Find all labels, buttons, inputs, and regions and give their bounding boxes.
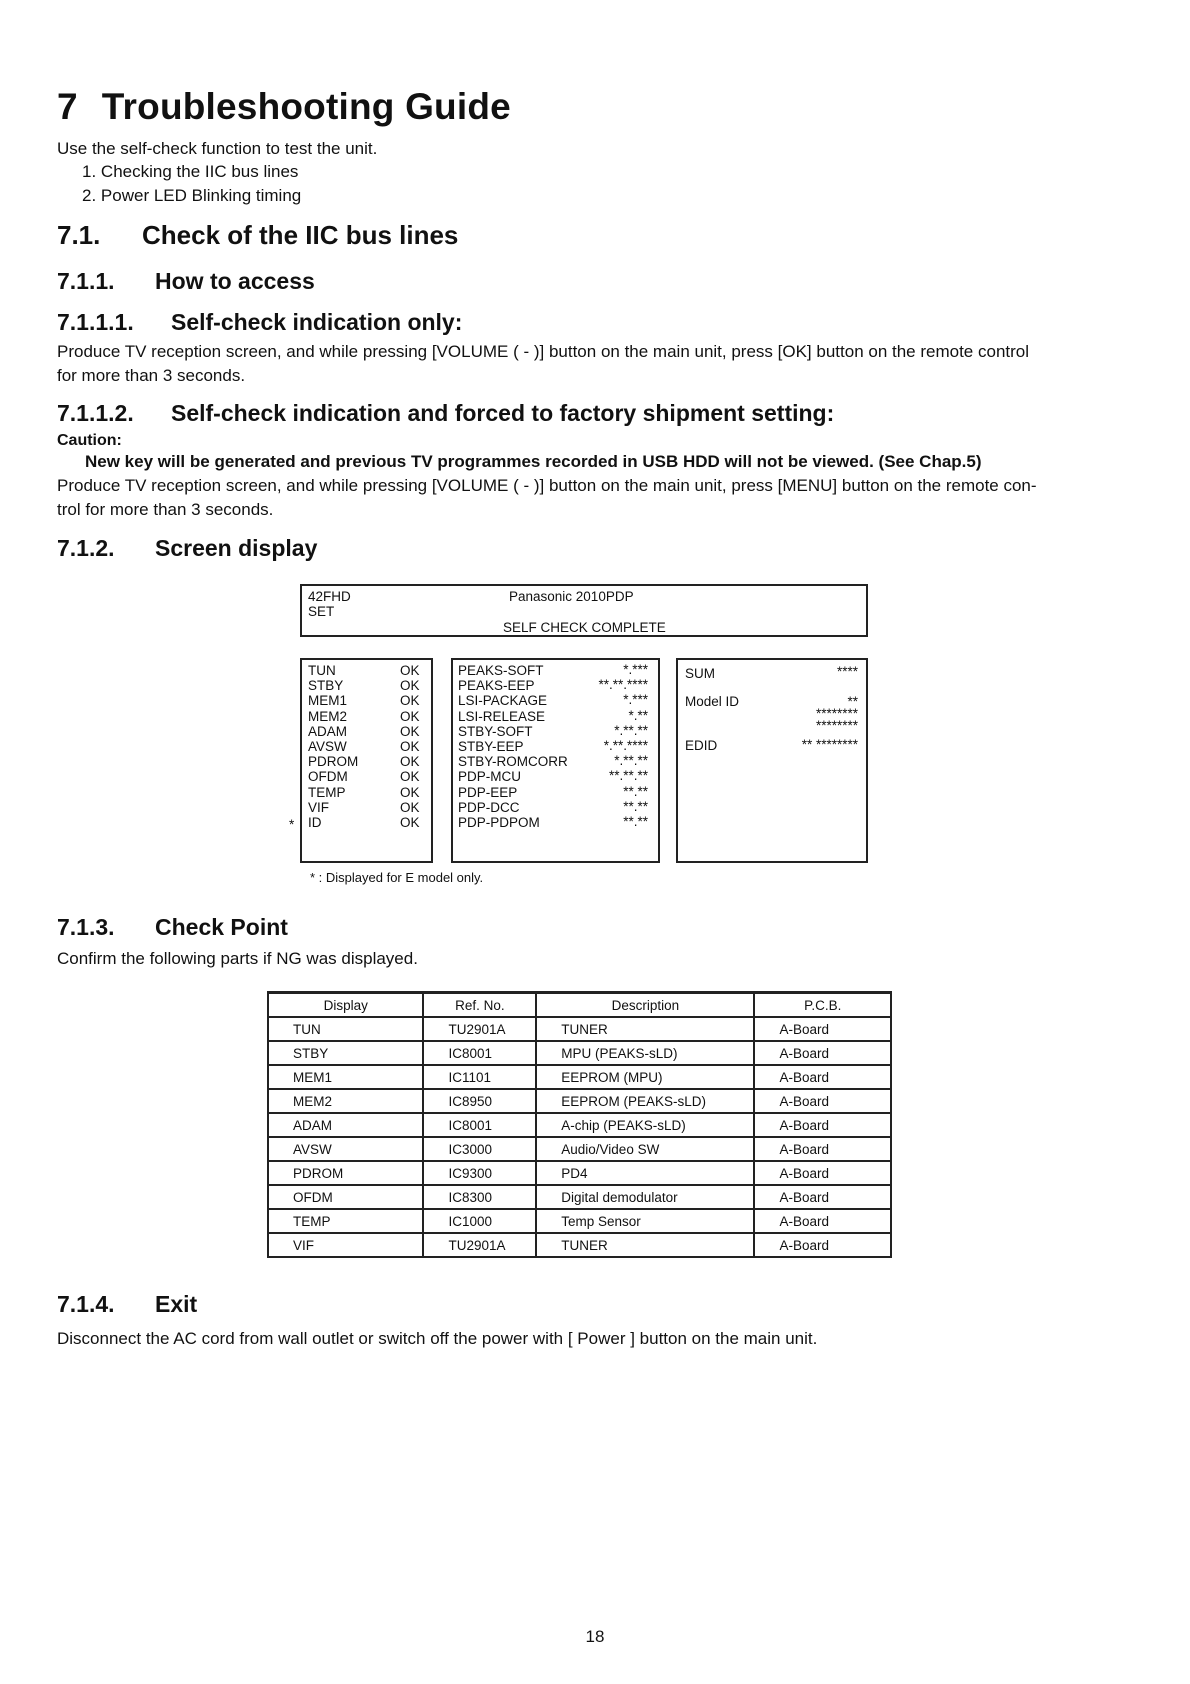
cell-ref-no: IC9300	[423, 1161, 536, 1185]
table-row	[268, 1041, 891, 1065]
id-asterisk: *	[289, 817, 295, 832]
section-7-1-2-heading: 7.1.2. Screen display	[57, 535, 318, 561]
chapter-title: Troubleshooting Guide	[101, 86, 511, 127]
mid-item-version: *.**.****	[603, 738, 648, 753]
caution-label: Caution:	[57, 432, 122, 449]
cell-display: ADAM	[268, 1113, 423, 1137]
cell-pcb: A-Board	[754, 1017, 891, 1041]
check-point-table	[267, 991, 892, 1258]
left-item-status: OK	[400, 799, 420, 815]
intro-text: Use the self-check function to test the unit.	[57, 139, 378, 158]
cell-pcb: A-Board	[754, 1233, 891, 1257]
cell-display: MEM2	[268, 1089, 423, 1113]
mid-item-name: LSI-PACKAGE	[458, 693, 548, 709]
cell-description: EEPROM (PEAKS-sLD)	[536, 1089, 754, 1113]
cell-pcb: A-Board	[754, 1089, 891, 1113]
cell-display: OFDM	[268, 1185, 423, 1209]
left-item-status: OK	[400, 723, 420, 739]
header-ref-no: Ref. No.	[423, 993, 536, 1018]
section-7-1-1-1-body-line1: Produce TV reception screen, and while pressing [VOLUME ( - )] button on the main unit, press [OK] button on the remote control	[57, 342, 1030, 361]
left-item-status: OK	[400, 815, 420, 830]
section-7-1-1-1-heading: 7.1.1.1. Self-check indication only:	[57, 309, 463, 335]
mid-item-version: **.**	[623, 783, 648, 799]
cell-display: PDROM	[268, 1161, 423, 1185]
cell-description: Temp Sensor	[536, 1209, 754, 1233]
cell-pcb: A-Board	[754, 1185, 891, 1209]
section-7-1-1-2-body-line1: Produce TV reception screen, and while pressing [VOLUME ( - )] button on the main unit, press [MENU] button on the remote con-	[57, 476, 1037, 495]
screen-model: 42FHD	[308, 589, 351, 604]
cell-description: A-chip (PEAKS-sLD)	[536, 1113, 754, 1137]
left-item-name: AVSW	[308, 739, 347, 754]
left-item-status: OK	[400, 678, 420, 694]
table-row	[268, 1065, 891, 1089]
cell-display: MEM1	[268, 1065, 423, 1089]
table-row	[268, 1209, 891, 1233]
edid-label: EDID	[685, 738, 718, 753]
left-item-name: TUN	[308, 663, 336, 678]
left-item-name: VIF	[308, 799, 330, 815]
left-item-status: OK	[400, 663, 420, 678]
left-item-status: OK	[400, 754, 420, 770]
left-item-name: STBY	[308, 678, 344, 694]
left-item-name: ID	[308, 815, 322, 830]
table-row	[268, 1137, 891, 1161]
page-number: 18	[585, 1627, 605, 1646]
table-row	[268, 1113, 891, 1137]
page-title	[57, 86, 511, 128]
table-row	[268, 1185, 891, 1209]
section-7-1-1-heading: 7.1.1. How to access	[57, 268, 315, 294]
left-item-status: OK	[400, 784, 420, 800]
section-7-1-4-body: Disconnect the AC cord from wall outlet or switch off the power with [ Power ] button on the main unit.	[57, 1329, 818, 1348]
cell-description: Digital demodulator	[536, 1185, 754, 1209]
mid-item-name: PEAKS-EEP	[458, 678, 535, 694]
mid-item-name: PDP-MCU	[458, 769, 521, 785]
screen-footnote: * : Displayed for E model only.	[310, 870, 484, 885]
cell-display: VIF	[268, 1233, 423, 1257]
cell-pcb: A-Board	[754, 1065, 891, 1089]
caution-note: New key will be generated and previous TV programmes recorded in USB HDD will not be viewed. (See Chap.5)	[85, 452, 982, 471]
left-item-status: OK	[400, 739, 420, 754]
screen-status: SELF CHECK COMPLETE	[503, 620, 666, 635]
intro-list-item-1: 1. Checking the IIC bus lines	[82, 162, 299, 181]
cell-ref-no: IC1101	[423, 1065, 536, 1089]
mid-item-version: **.**	[623, 798, 648, 814]
left-item-name: ADAM	[308, 723, 348, 739]
left-item-name: TEMP	[308, 784, 346, 800]
table-row	[268, 1161, 891, 1185]
cell-description: TUNER	[536, 1233, 754, 1257]
section-7-1-heading: 7.1. Check of the IIC bus lines	[57, 220, 459, 250]
cell-pcb: A-Board	[754, 1113, 891, 1137]
header-description: Description	[536, 993, 754, 1018]
cell-description: MPU (PEAKS-sLD)	[536, 1041, 754, 1065]
header-pcb: P.C.B.	[754, 993, 891, 1018]
cell-pcb: A-Board	[754, 1161, 891, 1185]
mid-item-name: PDP-DCC	[458, 799, 520, 815]
mid-item-name: LSI-RELEASE	[458, 708, 546, 724]
cell-display: TUN	[268, 1017, 423, 1041]
mid-item-name: PEAKS-SOFT	[458, 663, 544, 678]
model-id-value-3: ********	[815, 718, 858, 733]
mid-item-version: **.**	[623, 814, 648, 829]
cell-ref-no: IC3000	[423, 1137, 536, 1161]
screen-left-panel	[300, 658, 433, 863]
section-7-1-1-2-heading: 7.1.1.2. Self-check indication and forced to factory shipment setting:	[57, 400, 835, 426]
screen-brand: Panasonic 2010PDP	[509, 589, 634, 604]
model-id-value-2: ********	[815, 706, 858, 721]
mid-item-name: STBY-ROMCORR	[458, 754, 568, 770]
table-row	[268, 1017, 891, 1041]
cell-display: STBY	[268, 1041, 423, 1065]
left-item-name: OFDM	[308, 769, 348, 785]
cell-description: PD4	[536, 1161, 754, 1185]
cell-ref-no: TU2901A	[423, 1233, 536, 1257]
left-item-name: MEM1	[308, 693, 348, 709]
cell-description: TUNER	[536, 1017, 754, 1041]
section-7-1-1-1-body-line2: for more than 3 seconds.	[57, 366, 246, 385]
screen-middle-panel	[451, 658, 660, 863]
cell-ref-no: IC8001	[423, 1041, 536, 1065]
mid-item-name: STBY-EEP	[458, 739, 524, 754]
cell-ref-no: IC1000	[423, 1209, 536, 1233]
mid-item-version: **.**.****	[598, 677, 648, 693]
table-header-row	[268, 993, 891, 1018]
screen-header-box	[300, 584, 868, 637]
cell-description: EEPROM (MPU)	[536, 1065, 754, 1089]
mid-item-version: **.**.**	[608, 768, 648, 784]
left-item-status: OK	[400, 693, 420, 709]
mid-item-version: *.**.**	[614, 722, 648, 738]
mid-item-version: *.***	[623, 692, 648, 708]
mid-item-version: *.**.**	[614, 753, 648, 769]
intro-list-item-2: 2. Power LED Blinking timing	[82, 186, 302, 205]
mid-item-version: *.**	[628, 707, 648, 723]
cell-ref-no: IC8001	[423, 1113, 536, 1137]
sum-label: SUM	[685, 666, 715, 681]
mid-item-name: PDP-EEP	[458, 784, 518, 800]
model-id-label: Model ID	[685, 694, 740, 709]
cell-ref-no: IC8300	[423, 1185, 536, 1209]
table-row	[268, 1233, 891, 1257]
cell-ref-no: IC8950	[423, 1089, 536, 1113]
left-item-name: MEM2	[308, 708, 348, 724]
mid-item-version: *.***	[623, 662, 648, 677]
cell-display: AVSW	[268, 1137, 423, 1161]
screen-set: SET	[308, 604, 335, 619]
cell-pcb: A-Board	[754, 1209, 891, 1233]
section-7-1-3-heading: 7.1.3. Check Point	[57, 914, 288, 940]
cell-ref-no: TU2901A	[423, 1017, 536, 1041]
edid-value: ** ********	[801, 737, 858, 752]
section-7-1-4-heading: 7.1.4. Exit	[57, 1291, 198, 1317]
cell-display: TEMP	[268, 1209, 423, 1233]
header-display: Display	[268, 993, 423, 1018]
table-row	[268, 1089, 891, 1113]
model-id-value-1: **	[847, 694, 858, 709]
section-7-1-1-2-body-line2: trol for more than 3 seconds.	[57, 500, 274, 519]
mid-item-name: PDP-PDPOM	[458, 815, 540, 830]
left-item-name: PDROM	[308, 754, 359, 770]
cell-pcb: A-Board	[754, 1041, 891, 1065]
section-7-1-3-body: Confirm the following parts if NG was displayed.	[57, 949, 418, 968]
cell-pcb: A-Board	[754, 1137, 891, 1161]
sum-value: ****	[836, 664, 858, 679]
screen-right-panel	[676, 658, 868, 863]
left-item-status: OK	[400, 769, 420, 785]
left-item-status: OK	[400, 708, 420, 724]
chapter-number: 7	[57, 86, 78, 127]
cell-description: Audio/Video SW	[536, 1137, 754, 1161]
mid-item-name: STBY-SOFT	[458, 723, 533, 739]
